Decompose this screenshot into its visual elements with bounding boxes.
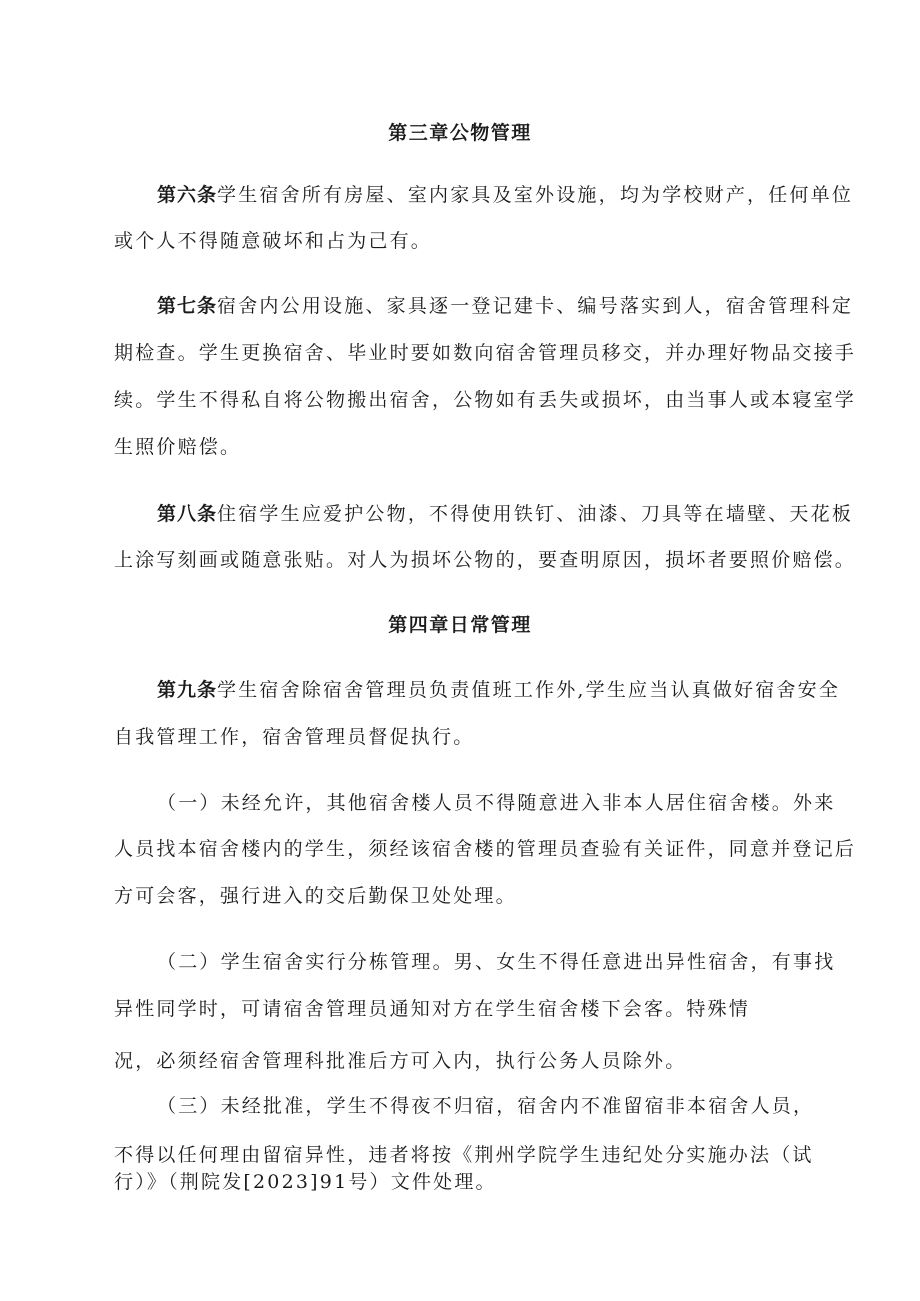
chapter-4-title: 第四章日常管理 [388, 614, 532, 636]
article-8-text-1: 住宿学生应爱护公物，不得使用铁钉、油漆、刀具等在墙壁、天花板 [217, 503, 854, 525]
article-8-line-2: 上涂写刻画或随意张贴。对人为损坏公物的，要查明原因，损坏者要照价赔偿。 [114, 549, 857, 571]
item-2-line-2: 异性同学时，可请宿舍管理员通知对方在学生宿舍楼下会客。特殊情 [114, 998, 751, 1020]
article-6-text-1: 学生宿舍所有房屋、室内家具及室外设施，均为学校财产，任何单位 [217, 184, 854, 206]
article-7-label: 第七条 [157, 295, 218, 317]
item-1-line-3: 方可会客，强行进入的交后勤保卫处处理。 [114, 885, 517, 907]
article-7-text-1: 宿舍内公用设施、家具逐一登记建卡、编号落实到人，宿舍管理科定 [217, 295, 854, 317]
item-3-line-2: 不得以任何理由留宿异性，违者将按《荆州学院学生违纪处分实施办法（试 [114, 1144, 814, 1166]
article-9-line-1 [157, 678, 840, 702]
article-9-text-1: 学生宿舍除宿舍管理员负责值班工作外,学生应当认真做好宿舍安全 [217, 679, 841, 701]
chapter-3-title: 第三章公物管理 [388, 122, 532, 144]
article-7-line-3: 续。学生不得私自将公物搬出宿舍，公物如有丢失或损坏，由当事人或本寝室学 [114, 389, 857, 411]
article-6-line-1 [157, 183, 853, 207]
article-7-line-4: 生照价赔偿。 [114, 436, 242, 458]
article-7-line-1 [157, 294, 853, 318]
item-1-line-1: （一）未经允许，其他宿舍楼人员不得随意进入非本人居住宿舍楼。外来 [157, 792, 836, 814]
article-8-line-1 [157, 502, 853, 526]
item-2-line-1: （二）学生宿舍实行分栋管理。男、女生不得任意进出异性宿舍，有事找 [157, 951, 836, 973]
item-2-line-3: 况，必须经宿舍管理科批准后方可入内，执行公务人员除外。 [114, 1050, 687, 1072]
article-6-line-2: 或个人不得随意破坏和占为己有。 [114, 230, 433, 252]
item-3-line-3: 行）》（荆院发[2023]91号）文件处理。 [114, 1171, 497, 1193]
article-7-line-2: 期检查。学生更换宿舍、毕业时要如数向宿舍管理员移交，并办理好物品交接手 [114, 342, 857, 364]
item-1-line-2: 人员找本宿舍楼内的学生，须经该宿舍楼的管理员查验有关证件，同意并登记后 [114, 838, 857, 860]
article-6-label: 第六条 [157, 184, 218, 206]
article-9-label: 第九条 [157, 679, 218, 701]
item-3-line-1: （三）未经批准，学生不得夜不归宿，宿舍内不准留宿非本宿舍人员， [157, 1095, 815, 1117]
article-9-line-2: 自我管理工作，宿舍管理员督促执行。 [114, 726, 475, 748]
article-8-label: 第八条 [157, 503, 218, 525]
